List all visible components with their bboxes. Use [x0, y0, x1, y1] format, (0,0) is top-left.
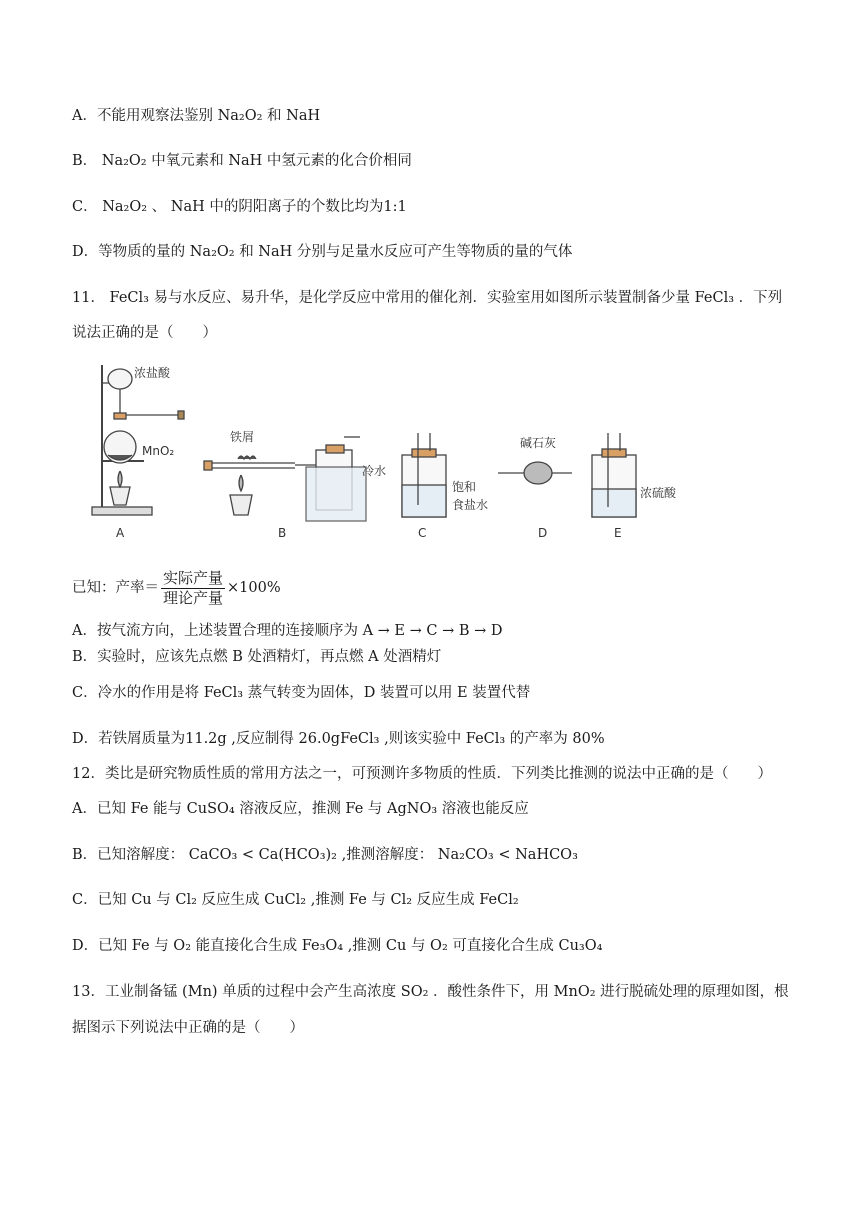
- apparatus-a: [92, 365, 184, 515]
- q12-option-c: C．已知 Cu 与 Cl₂ 反应生成 CuCl₂ ,推测 Fe 与 Cl₂ 反应生成 FeCl₂: [72, 892, 519, 908]
- label-soda-lime: 碱石灰: [520, 436, 557, 450]
- caption-b: B: [278, 526, 287, 540]
- q11-option-c: C．冷水的作用是将 FeCl₃ 蒸气转变为固体，D 装置可以用 E 装置代替: [72, 685, 531, 701]
- q10-option-c: C． Na₂O₂ 、 NaH 中的阴阳离子的个数比均为1:1: [72, 199, 407, 215]
- q11-stem-line1: 11． FeCl₃ 易与水反应、易升华，是化学反应中常用的催化剂．实验室用如图所示装置制备少量 FeCl₃ ．下列: [72, 290, 783, 306]
- q12-option-a: A．已知 Fe 能与 CuSO₄ 溶液反应，推测 Fe 与 AgNO₃ 溶液也能反应: [72, 801, 529, 817]
- q12-stem: 12．类比是研究物质性质的常用方法之一，可预测许多物质的性质．下列类比推测的说法中正确的是（ ）: [72, 766, 772, 782]
- caption-c: C: [418, 526, 427, 540]
- yield-fraction: [161, 569, 225, 608]
- q12-option-b: B．已知溶解度： CaCO₃ < Ca(HCO₃)₂ ,推测溶解度： Na₂CO₃ < NaHCO₃: [72, 847, 578, 863]
- caption-d: D: [538, 526, 548, 540]
- apparatus-e: [592, 433, 636, 517]
- apparatus-figure: [80, 355, 700, 545]
- label-conc-hcl: 浓盐酸: [134, 366, 171, 380]
- yield-denominator: 理论产量: [163, 588, 224, 607]
- label-cold-water: 冷水: [362, 464, 387, 478]
- label-conc-h2so4: 浓硫酸: [640, 486, 677, 500]
- apparatus-c: [402, 433, 446, 517]
- label-brine-2: 食盐水: [452, 498, 489, 512]
- label-iron-filings: 铁屑: [230, 430, 255, 444]
- caption-e: E: [614, 526, 622, 540]
- yield-suffix: ×100%: [227, 580, 281, 596]
- apparatus-d: [498, 462, 572, 484]
- q13-stem-line2: 据图示下列说法中正确的是（ ）: [72, 1020, 304, 1036]
- label-mno2: MnO₂: [142, 444, 175, 458]
- q13-stem-line1: 13．工业制备锰 (Mn) 单质的过程中会产生高浓度 SO₂ ．酸性条件下，用 MnO₂ 进行脱硫处理的原理如图，根: [72, 984, 789, 1000]
- q10-option-a: A．不能用观察法鉴别 Na₂O₂ 和 NaH: [72, 108, 321, 124]
- q10-option-d: D．等物质的量的 Na₂O₂ 和 NaH 分别与足量水反应可产生等物质的量的气体: [72, 244, 573, 260]
- q12-option-d: D．已知 Fe 与 O₂ 能直接化合生成 Fe₃O₄ ,推测 Cu 与 O₂ 可直接化合生成 Cu₃O₄: [72, 938, 603, 954]
- label-brine-1: 饱和: [452, 480, 477, 494]
- yield-numerator: 实际产量: [163, 568, 224, 587]
- caption-a: A: [116, 526, 125, 540]
- q11-stem-line2: 说法正确的是（ ）: [72, 325, 217, 341]
- apparatus-b: [204, 437, 366, 521]
- yield-prefix: 已知：产率＝: [72, 580, 159, 596]
- yield-formula: [72, 568, 281, 608]
- q11-option-b: B．实验时，应该先点燃 B 处酒精灯，再点燃 A 处酒精灯: [72, 649, 442, 665]
- q10-option-b: B． Na₂O₂ 中氧元素和 NaH 中氢元素的化合价相同: [72, 153, 412, 169]
- q11-option-a: A．按气流方向，上述装置合理的连接顺序为 A → E → C → B → D: [72, 623, 503, 639]
- q11-option-d: D．若铁屑质量为11.2g ,反应制得 26.0gFeCl₃ ,则该实验中 FeCl₃ 的产率为 80%: [72, 731, 605, 747]
